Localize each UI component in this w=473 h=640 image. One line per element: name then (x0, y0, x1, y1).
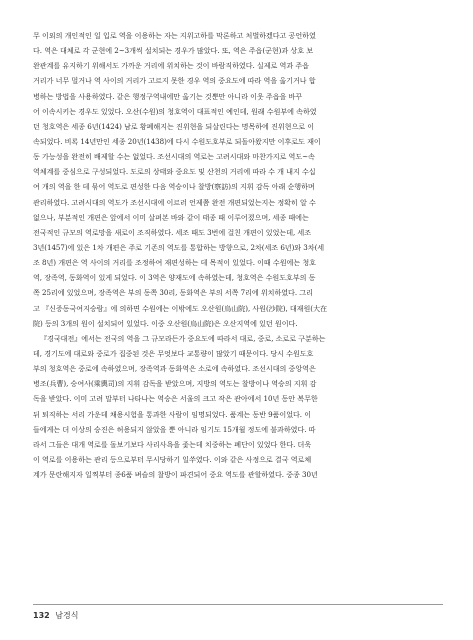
text-line: 역, 장족역, 동화역이 있게 되었다. 이 3역은 양재도에 속하였는데, 청호역은 수원도호부의 동 (33, 273, 316, 283)
folio (33, 611, 78, 621)
text-line: 던 청호역은 세종 6년(1424) 남로 황폐해지는 진위현을 되살린다는 명목하에 진위현으로 이 (33, 121, 315, 131)
text-line: 무 이외의 개인적인 일 입로 역을 이용하는 자는 지위고하를 막론하고 처벌하겠다고 공언하였 (33, 31, 316, 40)
text-line: 역체계를 중심으로 구성되었다. 도로의 상태와 중요도 및 산천의 거리에 따라 수 개 내지 수십 (33, 167, 316, 177)
text-line: 고 『신증동국여지승람』에 의하면 수원에는 이밖에도 오산원(烏山院), 사원(沙院), 대재원(大在 (33, 303, 328, 313)
text-line: 없으나, 부분적인 개편은 앞에서 이미 살펴본 바와 같이 태종 때 이루어졌으며, 세종 때에는 (33, 212, 309, 222)
text-line: 병조(兵曹), 승여사(乘輿司)의 지휘 감독을 받았으며, 지방의 역도는 찰방이나 역승의 지휘 감 (33, 379, 317, 389)
body-text (33, 28, 443, 482)
text-line: 어 이속시키는 경우도 있었다. 오산(수원)의 청호역이 대표적인 예인데, 원래 수원부에 속하였 (33, 106, 317, 116)
text-line: 들에게는 더 이상의 승진은 허용되지 않았을 뿐 아니라 임기도 15개월 정도에 불과하였다. 따 (33, 424, 316, 434)
text-line: 3년(1457)에 있은 1차 개편은 주로 기존의 역도를 통합하는 방향으로, 2차(세조 6년)와 3차(세 (33, 242, 325, 252)
text-line: 완관계를 유지하기 위해서도 가까운 거리에 위치하는 것이 바람직하였다. 실제로 역과 주읍 (33, 61, 309, 71)
text-line: 조 8년) 개편은 역 사이의 거리를 조정하여 재편성하는 데 목적이 있었다. 이때 수원에는 청호 (33, 258, 316, 268)
text-line: 여 개의 역을 한 데 묶어 역도로 편성한 다음 역승이나 찰방(察訪)의 지휘 감독 아래 순행하며 (33, 182, 315, 192)
text-line: 쪽 25리에 있었으며, 장족역은 부의 동쪽 30리, 동화역은 부의 서쪽 7리에 위치하였다. 그리 (33, 288, 313, 298)
text-line: 독을 받았다. 이미 고려 말부터 나타나는 역승은 서울의 크고 작은 관아에서 10년 동안 복무한 (33, 394, 318, 404)
page-number: 132 (33, 611, 50, 620)
text-line: 계가 문란해지자 일찍부터 종6품 벼슬의 찰방이 파견되어 중요 역도를 관할하였다. 중종 30년 (33, 470, 318, 480)
text-line: 이 역로를 이용하는 관리 등으로부터 무시당하기 일쑤였다. 이와 같은 사정으로 결국 역로체 (33, 454, 312, 464)
running-footer-title: 남경식 (55, 611, 79, 620)
text-line: 라서 그들은 대개 역로를 돌보기보다 사리사욕을 좇는데 치중하는 폐단이 있었다 한다. 더욱 (33, 439, 312, 449)
text-line: 전국적인 규모의 역로망을 새로이 조직하였다. 세조 때도 3번에 걸친 개편이 있었는데, 세조 (33, 227, 312, 237)
footer-rule (33, 604, 443, 605)
text-line: 뒤 퇴직하는 서리 가운데 채용시험을 통과한 사람이 임명되었다. 품계는 동반 9품이었다. 이 (33, 409, 312, 419)
text-line: 院) 등의 3개의 원이 설치되어 있었다. 이중 오산원(烏山院)은 오산지역에 있던 원이다. (33, 318, 298, 328)
text-line: 부의 청호역은 중로에 속하였으며, 장족역과 동화역은 소로에 속하였다. 조선시대의 중앙역은 (33, 364, 316, 374)
page-footer (33, 604, 443, 624)
text-line: 『경국대전』에서는 전국의 역을 그 규모라든가 중요도에 따라서 대로, 중로, 소로로 구분하는 (40, 333, 326, 343)
text-line: 데, 경기도에 대로와 중로가 집중된 것은 무엇보다 교통량이 많았기 때문이다. 당시 수원도호 (33, 348, 314, 358)
text-line: 관리하였다. 고려시대의 역도가 조선시대에 이르러 언제쯤 완전 개편되었는지는 정확히 알 수 (33, 197, 316, 207)
text-line: 병하는 방법을 사용하였다. 같은 행정구역내에만 옮기는 것뿐만 아니라 이웃 주읍을 바꾸 (33, 91, 303, 101)
text-line: 속되었다. 비록 14년만인 세종 20년(1438)에 다시 수원도호부로 되돌아왔지만 이후로도 재이 (33, 136, 321, 146)
text-line: 거리가 너무 멀거나 역 사이의 거리가 고르지 못한 경우 역의 중요도에 따라 역을 옮기거나 합 (33, 76, 316, 86)
text-line: 다. 역은 대체로 각 군현에 2~3개씩 설치되는 경우가 많았다. 또, 역은 주읍(군현)과 상호 보 (33, 46, 314, 56)
text-line: 동 가능성을 완전히 배제할 수는 없었다. 조선시대의 역로는 고려시대와 마찬가지로 역도~속 (33, 152, 315, 162)
